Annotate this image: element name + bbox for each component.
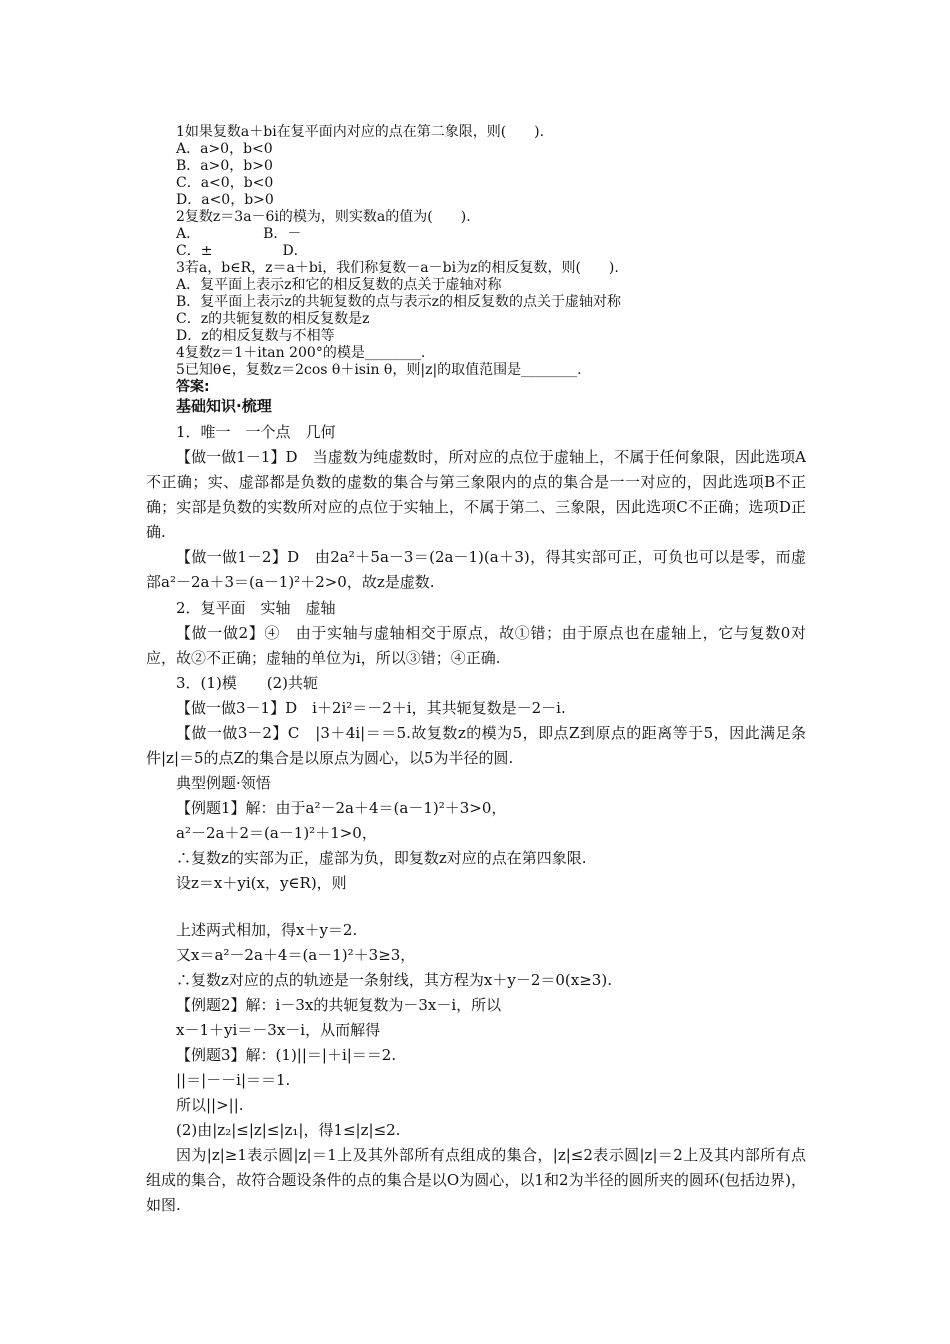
example-3-line-4: (2)由|z₂|≤|z|≤|z₁|，得1≤|z|≤2. [176,1121,401,1139]
question-2-options-ab: A． B．－ [176,226,302,242]
practice-1-1: 【做一做1－1】D 当虚数为纯虚数时，所对应的点位于虚轴上，不属于任何象限，因此选项A不正确；实、虚部都是负数的虚数的集合与第三象限内的点的集合是一一对应的，因此选项B不正确；实部是负数的实数所对应的点位于实轴上，不属于第二、三象限，因此选项C不正确；选项D正确. [146,448,806,541]
example-1-line-3: ∴复数z的实部为正，虚部为负，即复数z对应的点在第四象限. [176,849,587,867]
section-title-examples: 典型例题·领悟 [176,774,271,792]
practice-3-2: 【做一做3－2】C |3＋4i|＝＝5.故复数z的模为5，即点Z到原点的距离等于5，因此满足条件|z|＝5的点Z的集合是以原点为圆心，以5为半径的圆. [146,724,806,767]
question-2: 2复数z＝3a－6i的模为，则实数a的值为( ). [176,209,471,225]
question-3-option-b: B．复平面上表示z的共轭复数的点与表示z的相反复数的点关于虚轴对称 [176,294,622,310]
practice-1-2: 【做一做1－2】D 由2a²＋5a－3＝(2a－1)(a＋3)，得其实部可正，可负也可以是零，而虚部a²－2a＋3＝(a－1)²＋2>0，故z是虚数. [146,548,806,591]
question-5: 5已知θ∈，复数z＝2cos θ＋isin θ，则|z|的取值范围是________. [176,362,582,378]
example-1-line-6: 又x＝a²－2a＋4＝(a－1)²＋3≥3， [176,946,416,964]
question-4: 4复数z＝1＋itan 200°的模是________. [176,345,426,361]
practice-2: 【做一做2】④ 由于实轴与虚轴相交于原点，故①错；由于原点也在虚轴上，它与复数0对应，故②不正确；虚轴的单位为i，所以③错；④正确. [146,624,806,667]
example-2-line-2: x－1＋yi＝－3x－i，从而解得 [176,1021,381,1039]
answer-label: 答案: [176,379,210,395]
example-3-line-1: 【例题3】解：(1)||＝|＋i|＝＝2. [176,1046,397,1064]
example-3-line-2: ||＝|－－i|＝＝1. [176,1071,291,1089]
example-1-line-2: a²－2a＋2＝(a－1)²＋1>0， [176,824,377,842]
question-3-option-a: A．复平面上表示z和它的相反复数的点关于虚轴对称 [176,277,502,293]
question-1-option-b: B．a>0，b>0 [176,158,273,174]
example-2-line-1: 【例题2】解：i－3x的共轭复数为－3x－i，所以 [176,996,502,1014]
example-1-line-7: ∴复数z对应的点的轨迹是一条射线，其方程为x＋y－2＝0(x≥3). [176,971,612,989]
basics-line-1: 1．唯一 一个点 几何 [176,423,336,441]
question-2-options-cd: C．± D． [176,243,308,259]
example-3-paragraph: 因为|z|≥1表示圆|z|＝1上及其外部所有点组成的集合，|z|≤2表示圆|z|＝2上及其内部所有点组成的集合，故符合题设条件的点的集合是以O为圆心，以1和2为半径的圆所夹的圆环(包括边界)，如图. [146,1146,806,1214]
basics-line-3: 3．(1)模 (2)共轭 [176,674,319,692]
question-1-option-a: A．a>0，b<0 [176,141,273,157]
question-3-option-c: C．z的共轭复数的相反复数是z [176,311,370,327]
example-1-line-5: 上述两式相加，得x＋y＝2. [176,921,358,939]
question-1: 1如果复数a＋bi在复平面内对应的点在第二象限，则( ). [176,124,545,140]
question-3: 3若a，b∈R，z＝a＋bi，我们称复数－a－bi为z的相反复数，则( ). [176,260,619,276]
question-1-option-c: C．a<0，b<0 [176,175,274,191]
basics-line-2: 2．复平面 实轴 虚轴 [176,599,336,617]
question-3-option-d: D．z的相反复数与不相等 [176,328,335,344]
section-title-basics: 基础知识·梳理 [176,397,272,415]
question-1-option-d: D．a<0，b>0 [176,192,274,208]
example-3-line-3: 所以||>||. [176,1096,244,1114]
practice-3-1: 【做一做3－1】D i＋2i²＝－2＋i，其共轭复数是－2－i. [176,699,566,717]
example-1-line-1: 【例题1】解：由于a²－2a＋4＝(a－1)²＋3>0， [176,799,507,817]
example-1-line-4: 设z＝x＋yi(x，y∈R)，则 [176,874,347,892]
